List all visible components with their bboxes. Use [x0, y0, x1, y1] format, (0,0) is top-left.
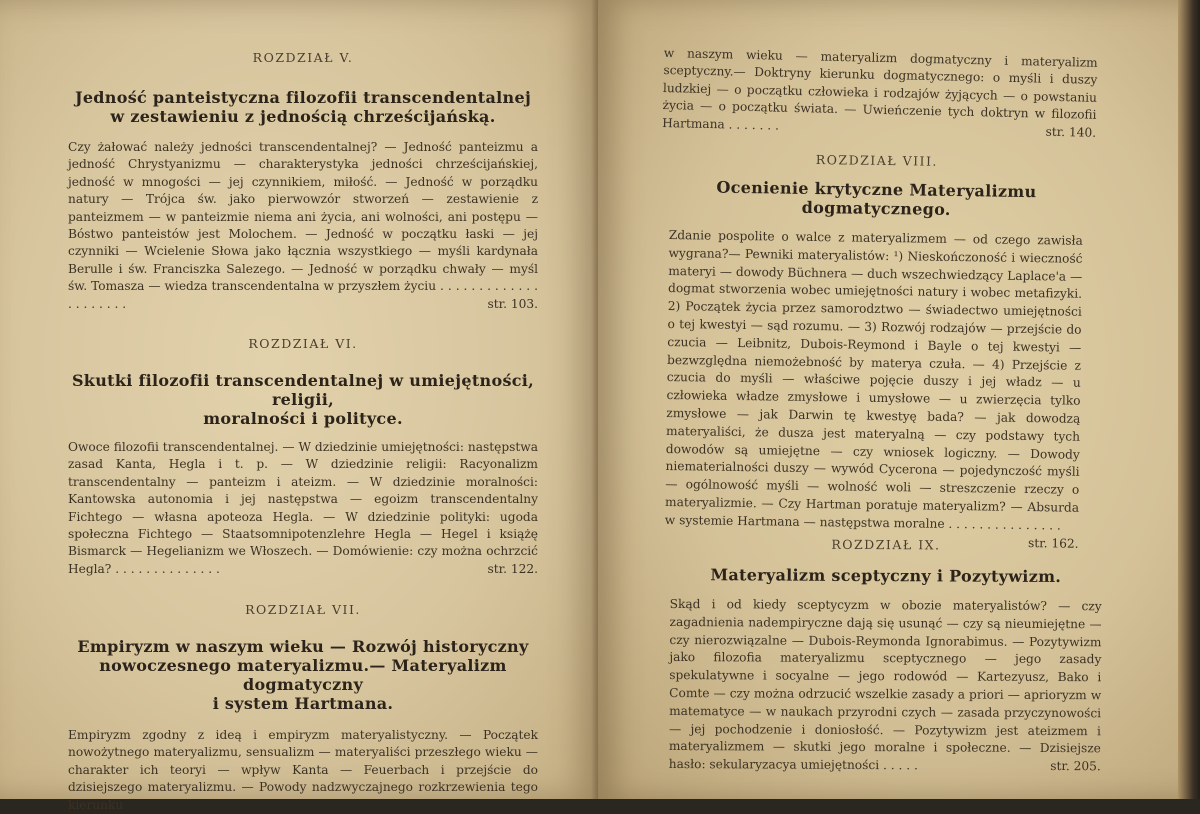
chapter-heading: ROZDZIAŁ IX.: [831, 536, 941, 553]
page-reference: str. 103.: [487, 296, 538, 311]
summary-text: Czy żałować należy jedności transcendentalnej? — Jedność panteizmu a jedność Chrystyanizmu — charakterystyka jedności chrześcijańskiej, jedność w mnogości — jej czynnikiem, miłość. — Jedność w porządku natury — Trójca św. jako pierwowzór stworzeń — zestawienie z panteizmem — w panteizmie niema ani życia, ani wolności, ani postępu — Bóstwo panteistów jest Molochem. — Jedność w początku łaski — jej czynniki — Wcielenie Słowa jako łącznia wszystkiego — myśli kardynała Berulle i św. Franciszka Salezego. — Jedność w porządku chwały — myśl św. Tomasza — wiedza transcendentalna w przyszłem życiu . . . . . . . . . . . . . . . . . . . . .: [68, 140, 538, 311]
summary-text: w naszym wieku — materyalizm dogmatyczny i materyalizm sceptyczny.— Doktryny kierunku dogmatycznego: o myśli i duszy ludzkiej — o początku człowieka i rodzajów żyjących — o powstaniu życia — o początku świata. — Uwieńczenie tych doktryn w filozofii Hartmana . . . . . . .: [662, 45, 1098, 133]
book-cover-edge: [1178, 0, 1200, 799]
right-page: [598, 0, 1200, 799]
chapter-ix: [669, 536, 1102, 776]
summary-text: Skąd i od kiedy sceptycyzm w obozie materyalistów? — czy zagadnienia nadempiryczne dają się usunąć — czy są nieumiejętne — czy nierozwiązalne — Dubois-Reymonda Ignorabimus. — Pozytywizm jako filozofia materyalizmu sceptycznego — jego zasady spekulatywne i socyalne — jego rodowód — Kartezyusz, Bako i Comte — czy można odrzucić wszelkie zasady a priori — aprioryzm w matematyce — w naukach przyrodni czych — zasada przyczynowości — jej pochodzenie i doniosłość. — Pozytywizm jest ateizmem i materyalizmem — skutki jego moralne i społeczne. — Dzisiejsze hasło: sekularyzacya umiejętności . . . . .: [668, 596, 1102, 773]
chapter-title: Jedność panteistyczna filozofii transcendentalnej: [74, 88, 532, 107]
summary-text: Owoce filozofii transcendentalnej. — W dziedzinie umiejętności: następstwa zasad Kanta, Hegla i t. p. — W dziedzinie religii: Racyonalizm transcendentalny — panteizm i ateizm. — W dziedzinie moralności: Kantowska autonomia i jej następstwa — egoizm transcendentalny Fichtego — własna apoteoza Hegla. — W dziedzinie polityki: ugoda społeczna Fichtego — Staatsomnipotenzlehre Hegla — Hegel i książę Bismarck — Hegelianizm we Włoszech. — Domówienie: czy można ochrzcić Hegla? . . . . . . . . . . . . . .: [68, 440, 538, 576]
chapter-summary: [68, 439, 538, 578]
chapter-title: Materyalizm sceptyczny i Pozytywizm.: [710, 565, 1062, 587]
chapter-title: Empiryzm w naszym wieku — Rozwój historyczny: [77, 637, 529, 656]
page-reference: str. 122.: [487, 561, 538, 576]
summary-text: Zdanie pospolite o walce z materyalizmem — od czego zawisła wygrana?— Pewniki materyalistów: ¹) Nieskończoność i wieczność materyi — dowody Büchnera — duch wszechwiedzący Laplace'a — dogmat stworzenia wobec umiejętności natury i wobec metafizyki. 2) Początek życia przez samorodztwo — świadectwo umiejętności o tej kwestyi — sąd rozumu. — 3) Rozwój rodzajów — przejście do czucia — Leibnitz, Dubois-Reymond i Bayle o tej kwestyi — bezwzględna niemożebność by materya czuła. — 4) Przejście z czucia do myśli — właściwe pojęcie duszy i jej władz — u człowieka władze zmysłowe i umysłowe — u zwierzęcia tylko zmysłowe — jak Darwin tę kwestyę bada? — jak dowodzą materyaliści, że dusza jest materyalną — czy podstawy tych dowodów są umiejętne — czy wniosek logiczny. — Dowody niematerialności duszy — wywód Cycerona — pojedynczość myśli — ogólnowość myśli — wolność woli — streszczenie rzeczy o materyalizmie. — Czy Hartman poratuje materyalizm? — Absurda w systemie Hartmana — następstwa moralne . . . . . . . . . . . . . . .: [664, 227, 1083, 533]
chapter-title: Skutki filozofii transcendentalnej w umiejętności, religii,: [71, 371, 535, 409]
chapter-vii-continuation: [662, 45, 1098, 142]
chapter-title: Ocenienie krytyczne Materyalizmu dogmatycznego.: [716, 177, 1037, 219]
chapter-title: i system Hartmana.: [212, 694, 394, 713]
chapter-vii: [68, 602, 538, 814]
chapter-summary: [669, 596, 1102, 776]
page-reference: str. 162.: [1027, 535, 1079, 551]
chapter-summary: [68, 139, 538, 313]
chapter-title: nowoczesnego materyalizmu.— Materyalizm dogmatyczny: [99, 656, 507, 694]
chapter-heading: ROZDZIAŁ V.: [252, 50, 354, 65]
chapter-title: moralności i polityce.: [203, 409, 403, 428]
chapter-viii: [664, 150, 1084, 553]
page-reference: str. 140.: [1045, 124, 1097, 140]
chapter-v: [68, 50, 538, 313]
chapter-summary: [662, 45, 1098, 142]
chapter-title: w zestawieniu z jednością chrześcijańską.: [110, 107, 496, 126]
left-page: [0, 0, 598, 812]
page-reference: str. 205.: [1050, 759, 1101, 774]
chapter-vi: [68, 336, 538, 578]
chapter-heading: ROZDZIAŁ VI.: [248, 336, 358, 351]
chapter-summary: Empiryzm zgodny z ideą i empiryzm materyalistyczny. — Początek nowożytnego materyalizmu, sensualizm — materyaliści przeszłego wieku — charakter ich teoryi — wpływ Kanta — Feuerbach i przejście do dzisiejszego materyalizmu. — Powody nadzwyczajnego rozkrzewienia tego kierunku: [68, 728, 538, 812]
chapter-heading: ROZDZIAŁ VII.: [245, 602, 361, 617]
chapter-heading: ROZDZIAŁ VIII.: [815, 152, 939, 169]
